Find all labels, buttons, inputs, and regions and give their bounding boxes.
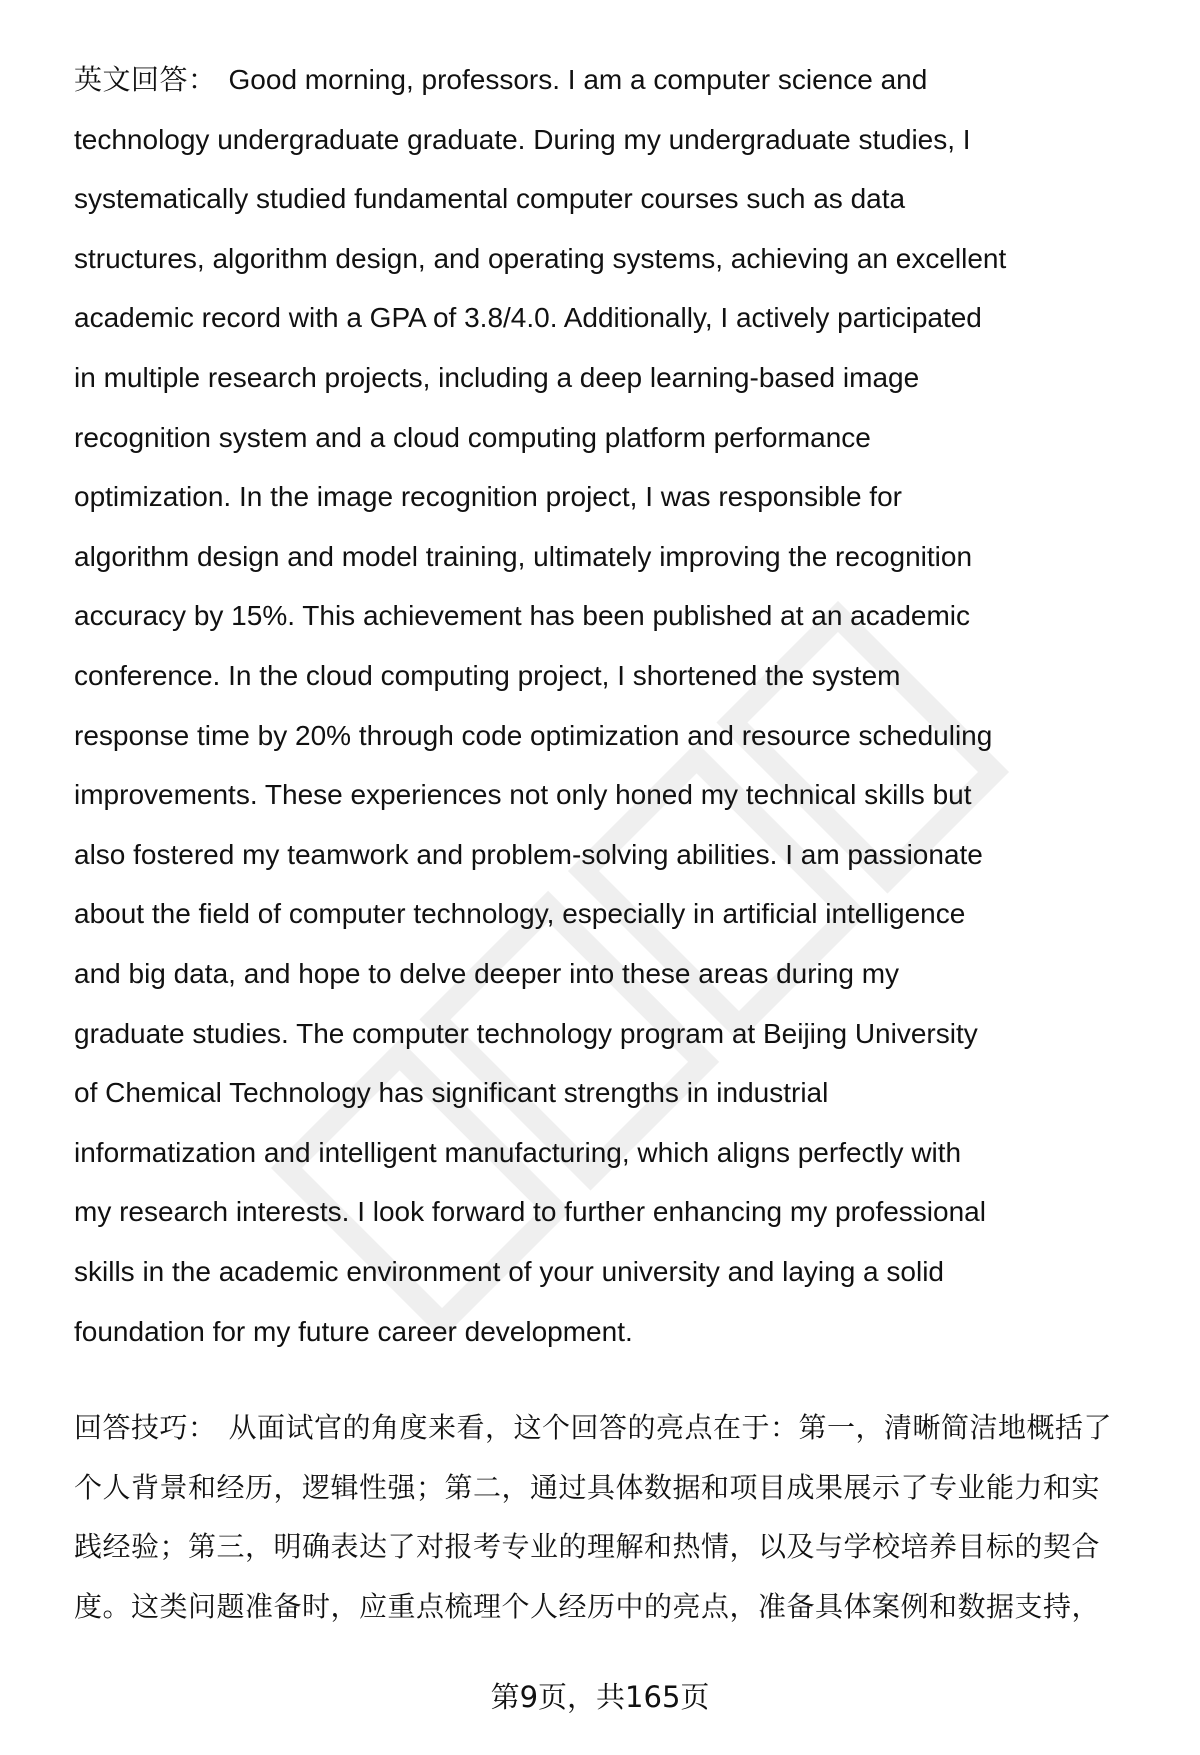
answer-text: informatization and intelligent manufacturing, which aligns perfectly with [74, 1136, 962, 1168]
answer-line [74, 179, 905, 219]
answer-line [74, 894, 965, 934]
answer-text: of Chemical Technology has significant strengths in industrial [74, 1077, 829, 1109]
answer-line [74, 1133, 961, 1173]
answer-line [74, 835, 983, 875]
answer-text: my research interests. I look forward to further enhancing my professional [74, 1196, 986, 1228]
answer-text: foundation for my future career development. [74, 1315, 633, 1347]
answer-line [74, 775, 972, 815]
tips-line [74, 1468, 1100, 1508]
answer-text: academic record with a GPA of 3.8/4.0. Additionally, I actively participated [74, 302, 982, 334]
tips-label: 回答技巧： [74, 1411, 217, 1444]
answer-line [74, 239, 1006, 279]
answer-line [74, 120, 971, 160]
answer-line [74, 418, 871, 458]
answer-text: about the field of computer technology, especially in artificial intelligence [74, 898, 966, 930]
tips-line [74, 1527, 1100, 1567]
tips-line [74, 1587, 1100, 1627]
answer-text: response time by 20% through code optimization and resource scheduling [74, 719, 993, 751]
answer-line [74, 596, 970, 636]
answer-text: improvements. These experiences not only honed my technical skills but [74, 779, 972, 811]
answer-text: algorithm design and model training, ultimately improving the recognition [74, 540, 973, 572]
answer-text: accuracy by 15%. This achievement has been published at an academic [74, 600, 971, 632]
answer-line [74, 716, 992, 756]
answer-text: skills in the academic environment of your university and laying a solid [74, 1256, 944, 1287]
answer-text: also fostered my teamwork and problem-solving abilities. I am passionate [74, 838, 983, 870]
tips-text: 从面试官的角度来看，这个回答的亮点在于：第一，清晰简洁地概括了 [228, 1411, 1113, 1444]
answer-line [74, 656, 900, 696]
answer-text: structures, algorithm design, and operating systems, achieving an excellent [74, 242, 1007, 274]
answer-label: 英文回答： [74, 63, 217, 96]
answer-text: in multiple research projects, including a deep learning-based image [74, 362, 920, 393]
answer-line [74, 358, 919, 398]
answer-line [74, 477, 902, 517]
answer-text: Good morning, professors. I am a computer science and [228, 64, 928, 95]
answer-line [74, 537, 972, 577]
answer-line [74, 1192, 986, 1232]
tips-text: 度。这类问题准备时，应重点梳理个人经历中的亮点，准备具体案例和数据支持， [74, 1589, 1101, 1623]
page-number: 第9页，共165页 [490, 1680, 710, 1714]
answer-text: technology undergraduate graduate. During my undergraduate studies, I [74, 123, 971, 155]
answer-line [74, 298, 982, 338]
tips-text: 践经验；第三，明确表达了对报考专业的理解和热情，以及与学校培养目标的契合 [74, 1530, 1101, 1564]
answer-line [74, 954, 899, 994]
answer-line [74, 60, 927, 100]
tips-text: 个人背景和经历，逻辑性强；第二，通过具体数据和项目成果展示了专业能力和实 [74, 1470, 1101, 1504]
answer-line [74, 1014, 978, 1054]
answer-line [74, 1073, 828, 1113]
answer-text: conference. In the cloud computing project, I shortened the system [74, 660, 901, 691]
answer-text: and big data, and hope to delve deeper into these areas during my [74, 958, 900, 989]
answer-text: recognition system and a cloud computing platform performance [74, 421, 871, 453]
answer-line [74, 1252, 944, 1292]
answer-line [74, 1312, 633, 1352]
tips-line [74, 1408, 1112, 1448]
answer-text: optimization. In the image recognition project, I was responsible for [74, 481, 902, 513]
answer-text: graduate studies. The computer technology program at Beijing University [74, 1017, 978, 1049]
answer-text: systematically studied fundamental computer courses such as data [74, 183, 906, 215]
